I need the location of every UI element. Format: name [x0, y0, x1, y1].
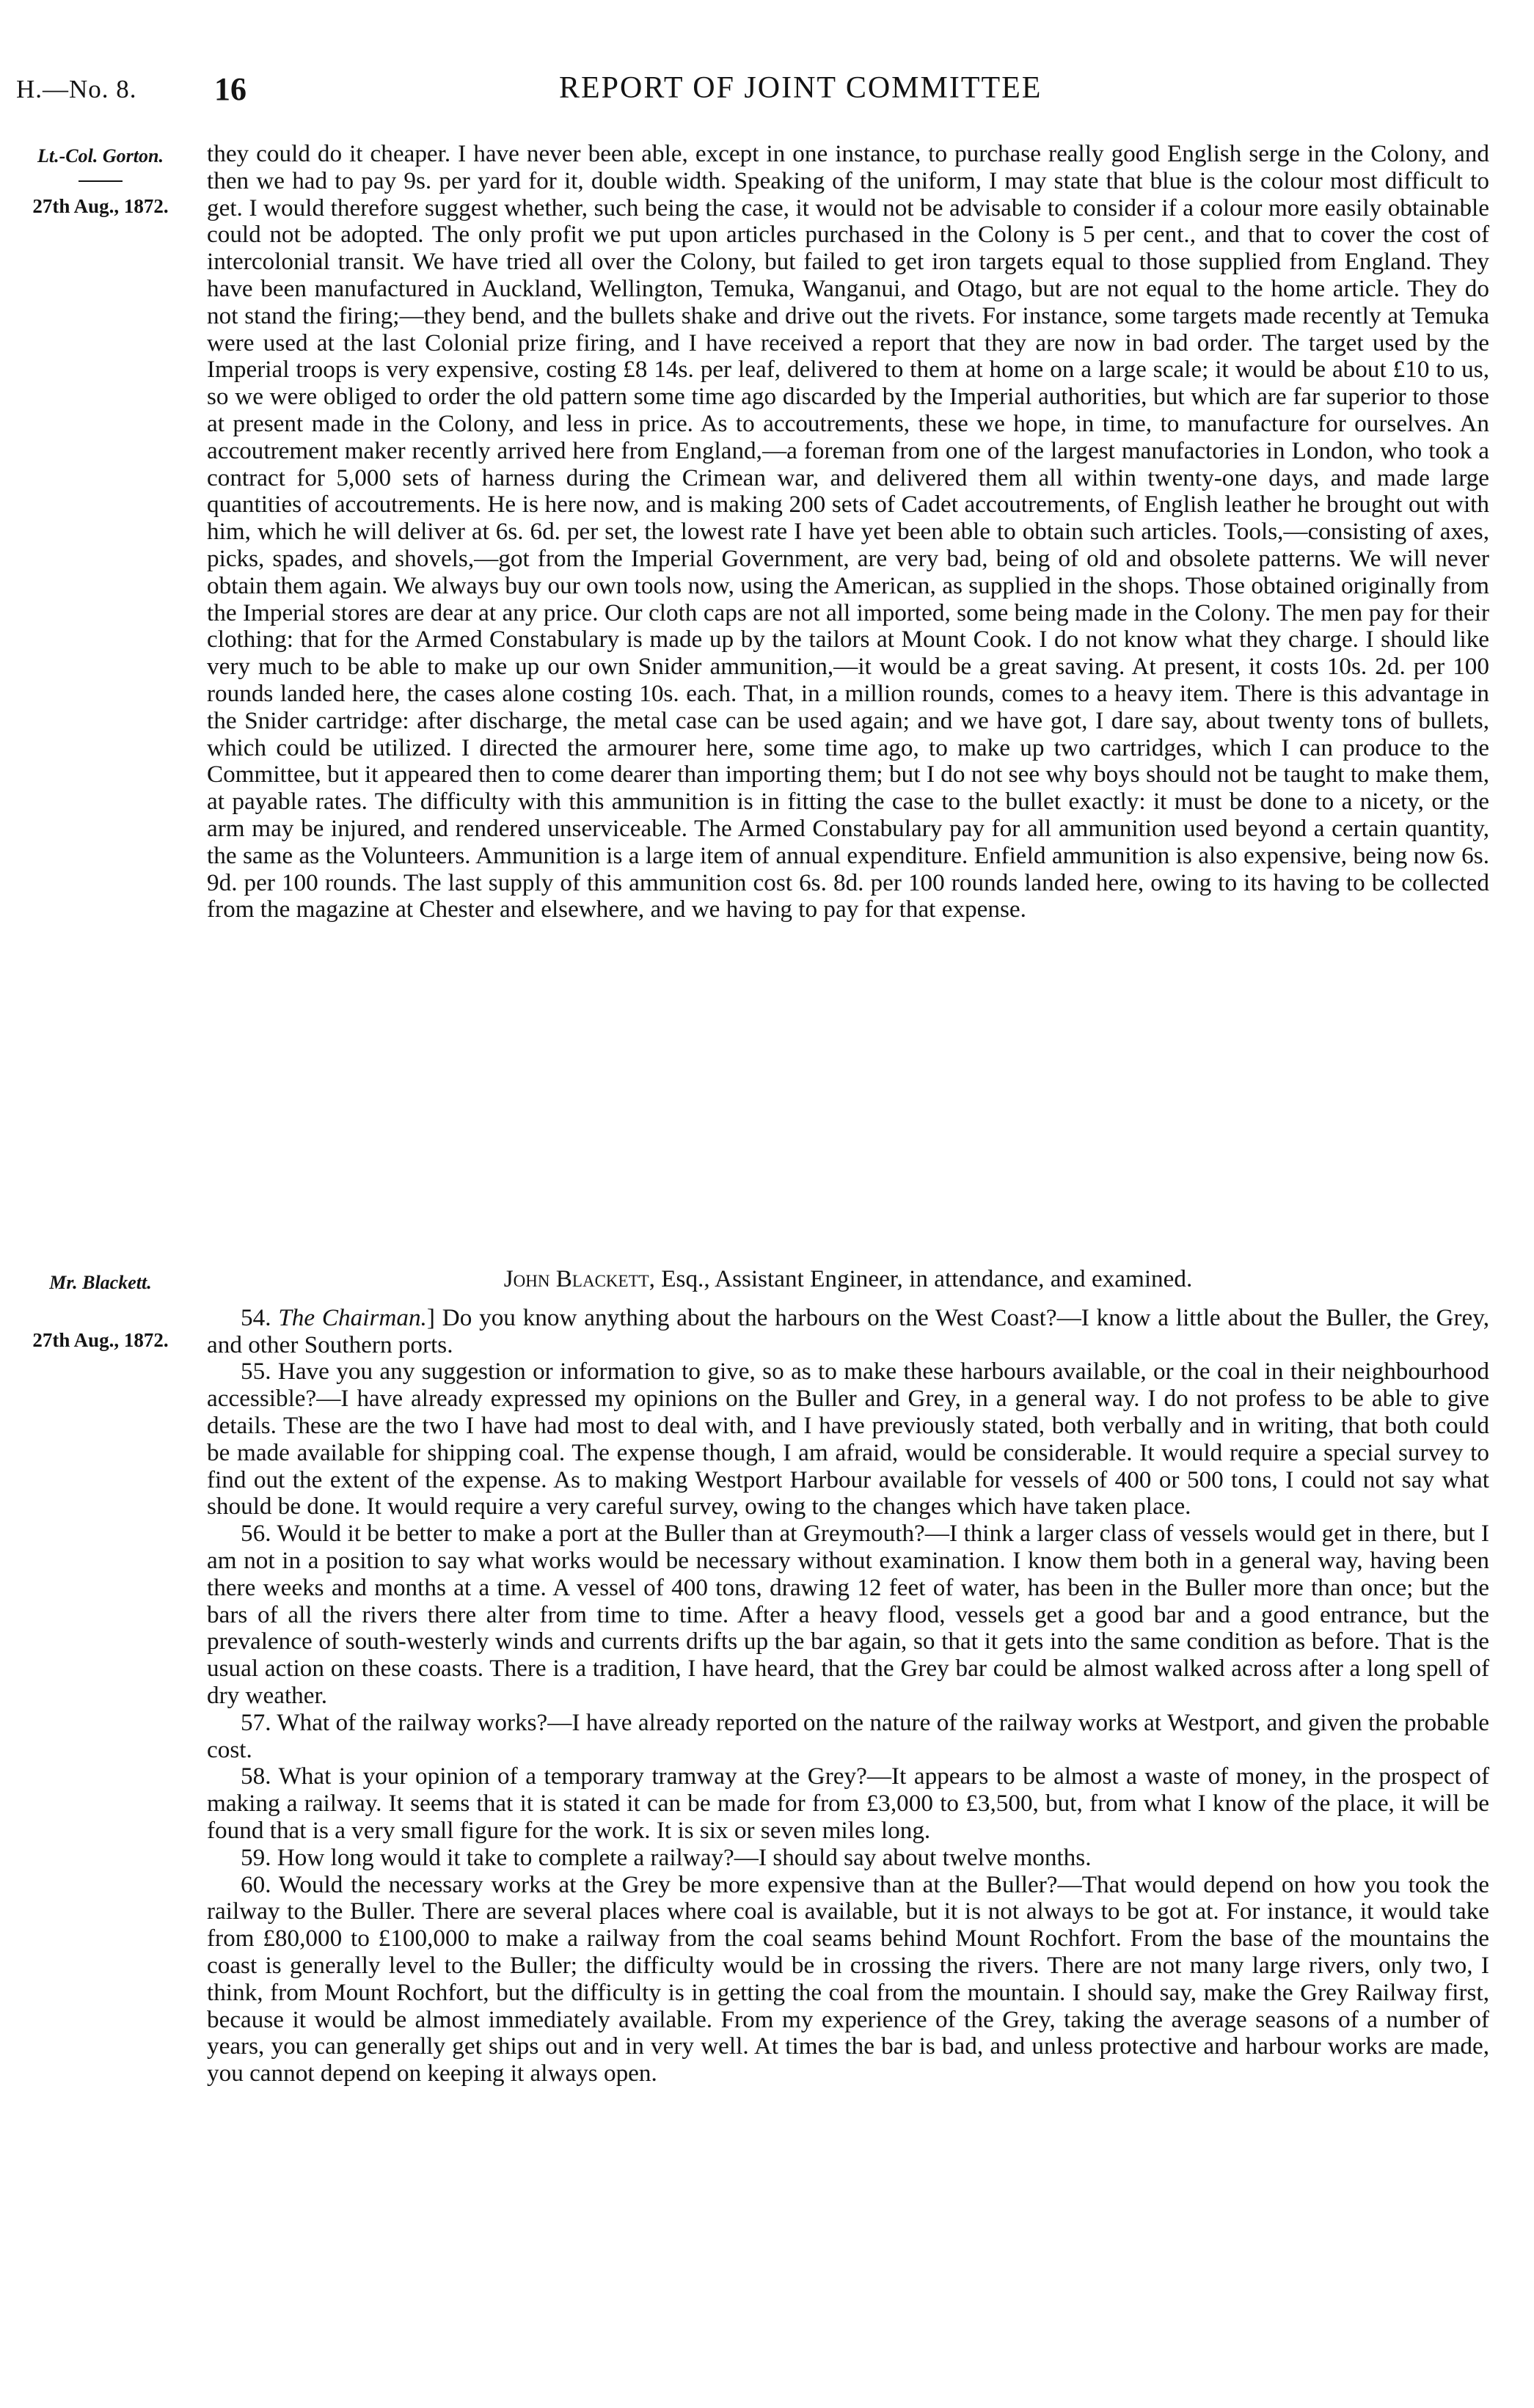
running-title: REPORT OF JOINT COMMITTEE: [559, 71, 1042, 105]
question-text: ] Do you know anything about the harbours on the West Coast?—I know a little about the Buller, the Grey, and other Southern ports.: [207, 1303, 1489, 1358]
sidenote-blackett: [4, 1270, 197, 1353]
witness-name: John Blackett: [503, 1265, 649, 1292]
page-header: [16, 70, 1499, 114]
paper-reference: H.—No. 8.: [16, 75, 137, 103]
question-57: 57. What of the railway works?—I have already reported on the nature of the railway works at Westport, and given the probable cost.: [207, 1708, 1489, 1763]
sidenote-date: 27th Aug., 1872.: [32, 195, 169, 217]
question-55: 55. Have you any suggestion or information to give, so as to make these harbours available, or the coal in their neighbourhood accessible?—I have already expressed my opinions on the Buller and Grey, in a general way. I do not profess to be able to give details. These are the two I have had most to deal with, and I have previously stated, both verbally and in writing, that both could be made available for shipping coal. The expense though, I am afraid, would be considerable. It would require a special survey to find out the extent of the expense. As to making Westport Harbour available for vessels of 400 or 500 tons, I could not say what should be done. It would require a very careful survey, owing to the changes which have taken place.: [207, 1358, 1489, 1520]
question-number: 54.: [241, 1303, 271, 1331]
sidenote-divider: [78, 180, 123, 182]
question-60: 60. Would the necessary works at the Grey be more expensive than at the Buller?—That would depend on how you took the railway to the Buller. There are several places where coal is available, but it is not always to be got at. For instance, it would take from £80,000 to £100,000 to make a railway from the coal seams behind Mount Rochfort. From the base of the mountains the coast is generally level to the Buller; the difficulty would be in crossing the rivers. There are not many large rivers, only two, I think, from Mount Rochfort, but the difficulty is in getting the coal from the mountain. I should say, make the Grey Railway first, because it would be almost immediately available. From my experience of the Grey, taking the average seasons of a number of years, you can generally get ships out and in very well. At times the bar is bad, and unless protective and harbour works are made, you cannot depend on keeping it always open.: [207, 1870, 1489, 2087]
sidenote-gorton: [4, 144, 197, 219]
sidenote-name: Lt.-Col. Gorton.: [37, 145, 164, 166]
sidenote-name: Mr. Blackett.: [49, 1272, 152, 1293]
speaker: The Chairman.: [278, 1303, 427, 1331]
question-58: 58. What is your opinion of a temporary tramway at the Grey?—It appears to be almost a waste of money, in the prospect of making a railway. It seems that it is stated it can be made for from £3,000 to £3,500, but, from what I know of the place, it will be found that is a very small figure for the work. It is six or seven miles long.: [207, 1763, 1489, 1844]
witness-heading: [207, 1266, 1489, 1293]
sidenote-date: 27th Aug., 1872.: [32, 1329, 169, 1351]
question-54: [207, 1305, 1489, 1359]
question-56: 56. Would it be better to make a port at the Buller than at Greymouth?—I think a larger class of vessels would get in there, but I am not in a position to say what works would be necessary without examination. I know them both in a general way, having been there weeks and months at a time. A vessel of 400 tons, drawing 12 feet of water, has been in the Buller more than once; but the bars of all the rivers there alter from time to time. After a heavy flood, vessels get a good bar and a good entrance, but the prevalence of south-westerly winds and currents drifts up the bar again, so that it gets into the same condition as before. That is the usual action on these coasts. There is a tradition, I have heard, that the Grey bar could be almost walked across after a long spell of dry weather.: [207, 1520, 1489, 1709]
question-59: 59. How long would it take to complete a railway?—I should say about twelve months.: [241, 1843, 1092, 1871]
witness-role: , Esq., Assistant Engineer, in attendance, and examined.: [649, 1265, 1193, 1292]
gorton-testimony: they could do it cheaper. I have never been able, except in one instance, to purchase really good English serge in the Colony, and then we had to pay 9s. per yard for it, double width. Speaking of the uniform, I may state that blue is the colour most difficult to get. I would therefore suggest whether, such being the case, it would not be advisable to consider if a colour more easily obtainable could not be adopted. The only profit we put upon articles purchased in the Colony is 5 per cent., and that to cover the cost of intercolonial transit. We have tried all over the Colony, but failed to get iron targets equal to those supplied from England. They have been manufactured in Auckland, Wellington, Temuka, Wanganui, and Otago, but are not equal to the home article. They do not stand the firing;—they bend, and the bullets shake and drive out the rivets. For instance, some targets made recently at Temuka were used at the last Colonial prize firing, and I have received a report that they are now in bad order. The target used by the Imperial troops is very expensive, costing £8 14s. per leaf, delivered to them at home on a large scale; it would be about £10 to us, so we were obliged to order the old pattern some time ago discarded by the Imperial authorities, but which are far superior to those at present made in the Colony, and less in price. As to accoutrements, these we hope, in time, to manufacture for ourselves. An accoutrement maker recently arrived here from England,—a foreman from one of the largest manufactories in London, who took a contract for 5,000 sets of harness during the Crimean war, and delivered them all within twenty-one days, and made large quantities of accoutrements. He is here now, and is making 200 sets of Cadet accoutrements, of English leather he brought out with him, which he will deliver at 6s. 6d. per set, the lowest rate I have yet been able to obtain such articles. Tools,—consisting of axes, picks, spades, and shovels,—got from the Imperial Government, are very bad, being of old and obsolete patterns. We will never obtain them again. We always buy our own tools now, using the American, as supplied in the shops. Those obtained originally from the Imperial stores are dear at any price. Our cloth caps are not all imported, some being made in the Colony. The men pay for their clothing: that for the Armed Constabulary is made up by the tailors at Mount Cook. I do not know what they charge. I should like very much to be able to make up our own Snider ammunition,—it would be a great saving. At present, it costs 10s. 2d. per 100 rounds landed here, the cases alone costing 10s. each. That, in a million rounds, comes to a heavy item. There is this advantage in the Snider cartridge: after discharge, the metal case can be used again; and we have got, I dare say, about twenty tons of bullets, which could be utilized. I directed the armourer here, some time ago, to make up two cartridges, which I can produce to the Committee, but it appeared then to come dearer than importing them; but I do not see why boys should not be taught to make them, at payable rates. The difficulty with this ammunition is in fitting the case to the bullet exactly: it must be done to a nicety, or the arm may be injured, and rendered unserviceable. The Armed Constabulary pay for all ammunition used beyond a certain quantity, the same as the Volunteers. Ammunition is a large item of annual expenditure. Enfield ammunition is also expensive, being now 6s. 9d. per 100 rounds. The last supply of this ammunition cost 6s. 8d. per 100 rounds landed here, owing to its having to be collected from the magazine at Chester and elsewhere, and we having to pay for that expense.: [207, 140, 1489, 923]
page-number: 16: [214, 71, 246, 107]
blackett-testimony-block: [207, 1266, 1489, 2087]
gorton-testimony-block: [207, 141, 1489, 923]
